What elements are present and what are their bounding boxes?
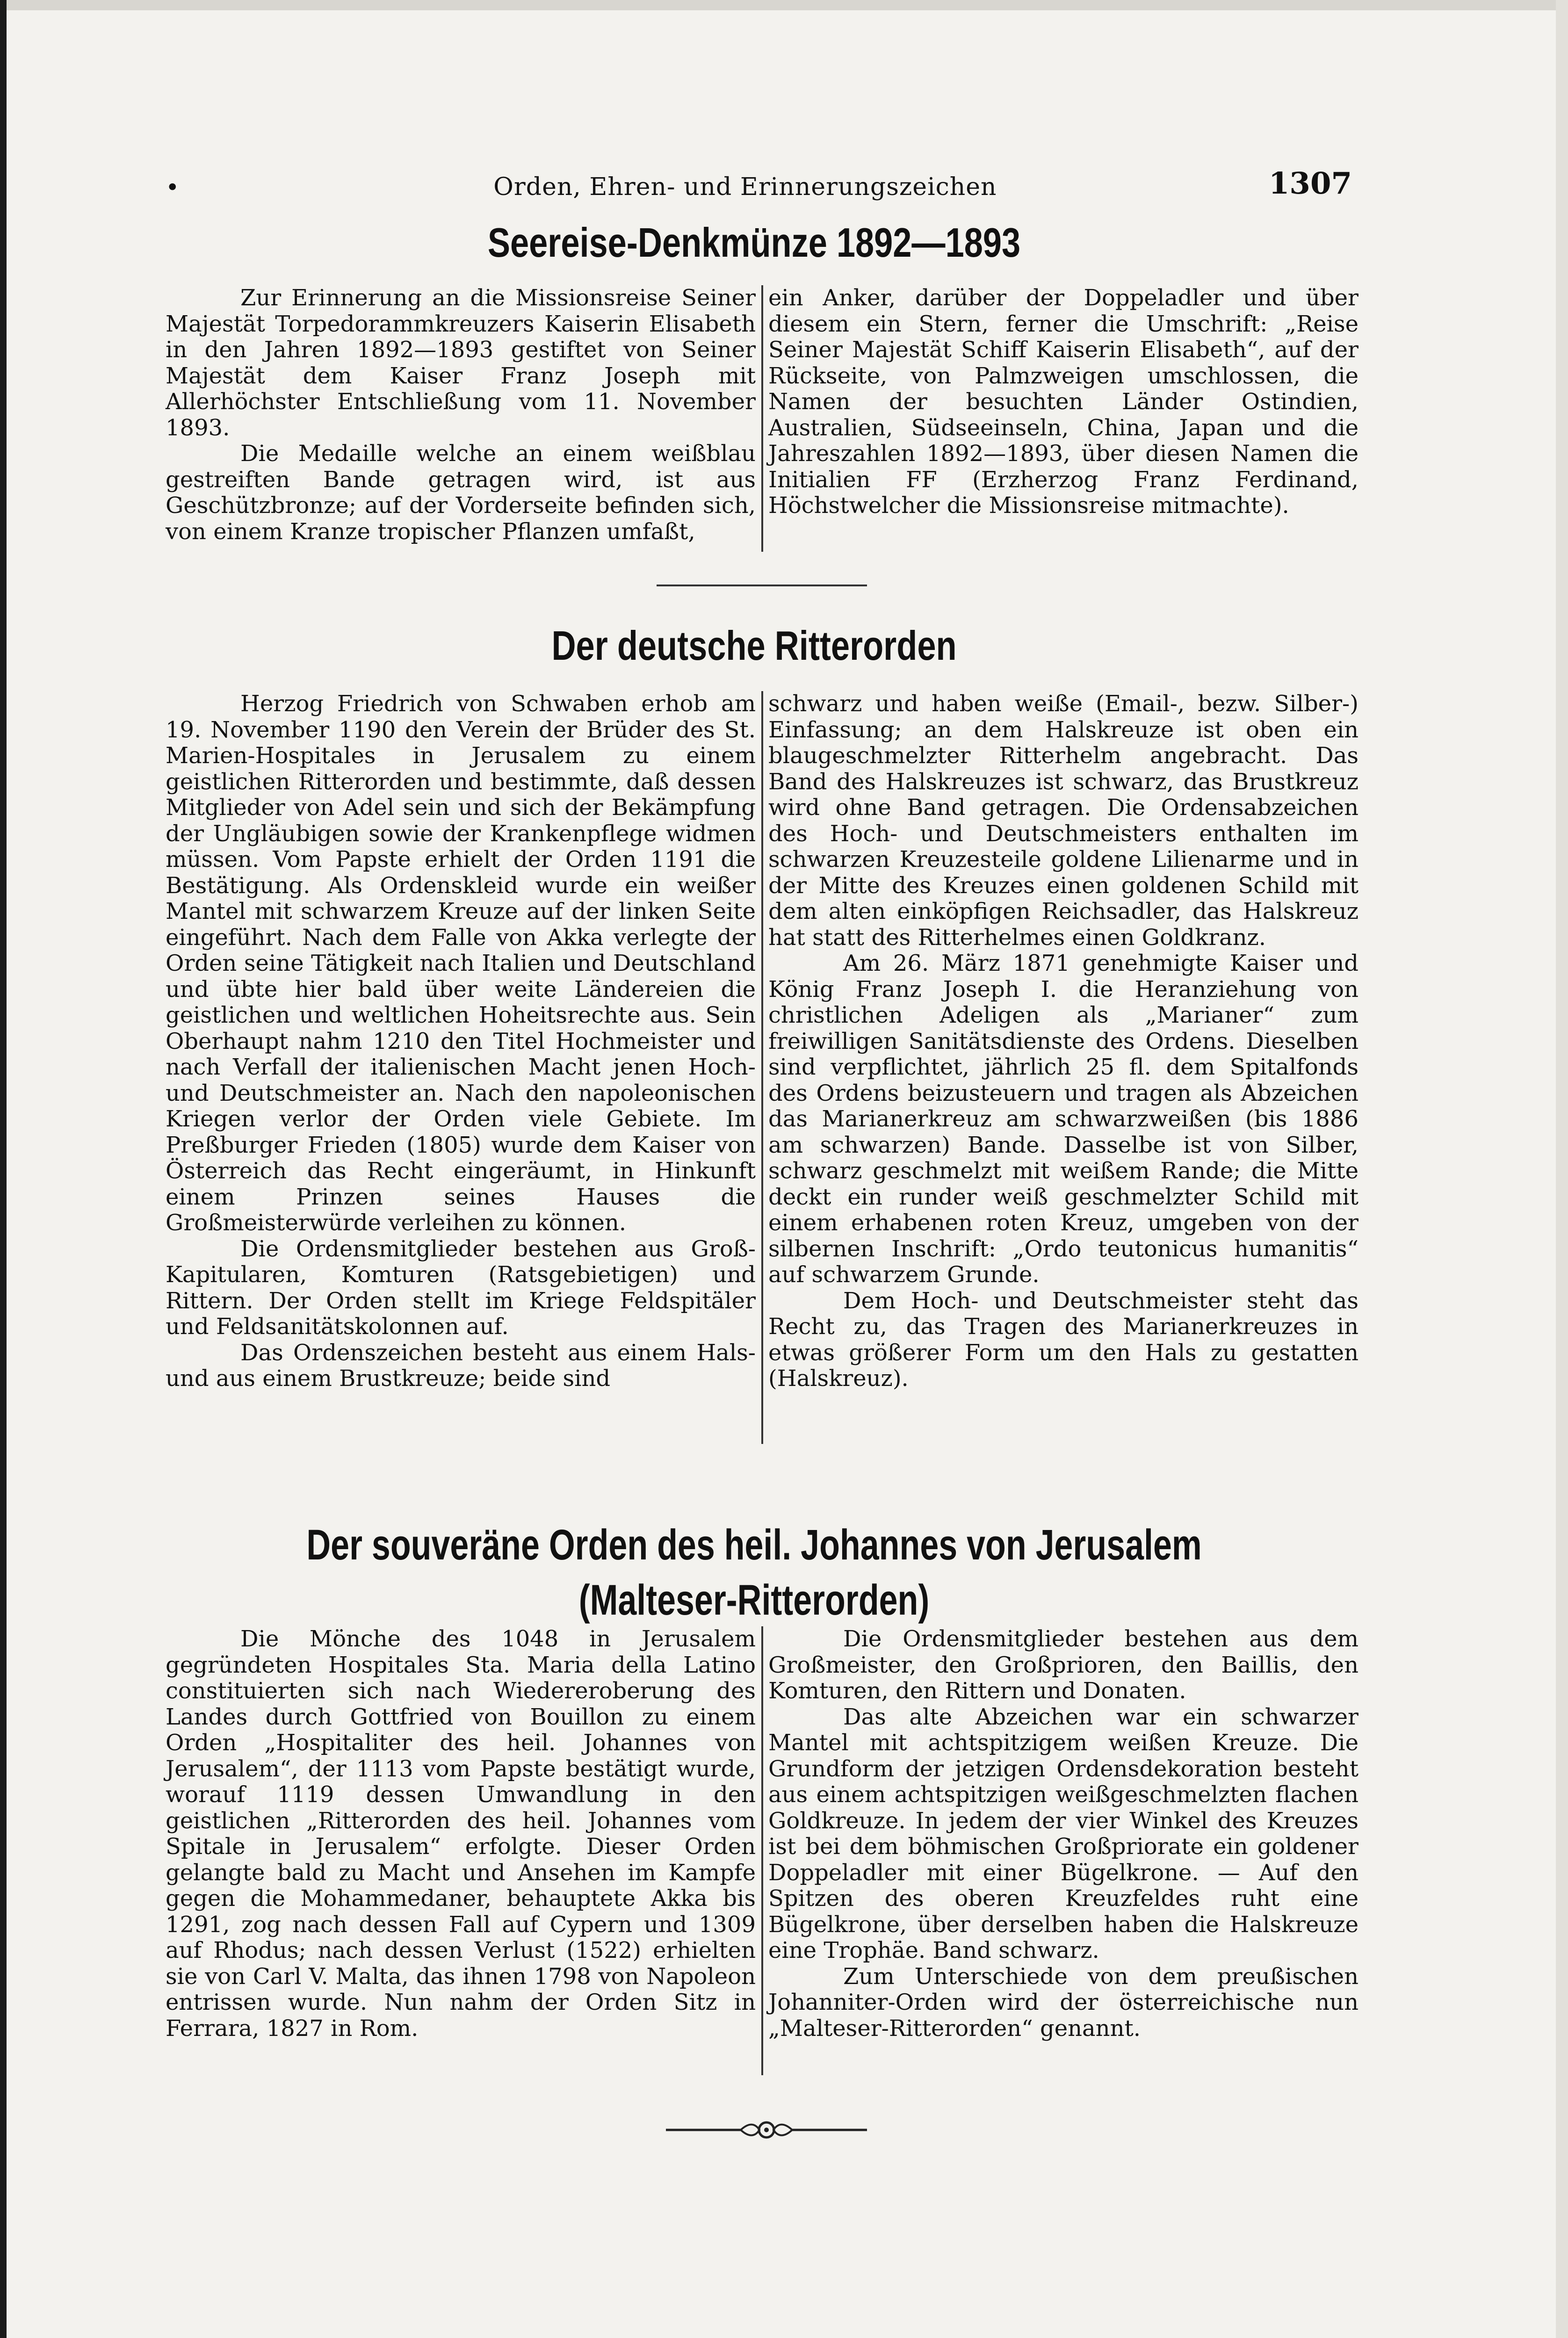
- left-column: [166, 285, 756, 552]
- paragraph: ein Anker, darüber der Doppeladler und über diesem ein Stern, ferner die Umschrift: „Reise Seiner Majestät Schiff Kaiserin Elisabeth“, auf der Rückseite, von Palmzweigen umschlossen, die Namen der besuchten Länder Ostindien, Australien, Südseeinseln, China, Japan und die Jahreszahlen 1892—1893, über diesen Namen die Initialien FF (Erzherzog Franz Ferdinand, Höchstwelcher die Missionsreise mitmachte).: [768, 285, 1358, 519]
- page-edge-top: [7, 0, 1568, 10]
- column-divider: [761, 691, 763, 1444]
- paragraph: Die Ordensmitglieder bestehen aus dem Großmeister, den Großprioren, den Baillis, den Komturen, den Rittern und Donaten.: [768, 1626, 1358, 1704]
- section-title-seereise: Seereise-Denkmünze 1892—1893: [487, 219, 1021, 266]
- paragraph: Herzog Friedrich von Schwaben erhob am 19. November 1190 den Verein der Brüder des St. Marien-Hospitales in Jerusalem zu einem geistlichen Ritterorden und bestimmte, daß dessen Mitglieder von Adel sein und sich der Bekämpfung der Ungläubigen sowie der Krankenpflege widmen müssen. Vom Papste erhielt der Orden 1191 die Bestätigung. Als Ordenskleid wurde ein weißer Mantel mit schwarzem Kreuze auf der linken Seite eingeführt. Nach dem Falle von Akka verlegte der Orden seine Tätigkeit nach Italien und Deutschland und übte hier bald über weite Ländereien die geistlichen und weltlichen Hoheitsrechte aus. Sein Oberhaupt nahm 1210 den Titel Hochmeister und nach Verfall der italienischen Macht jenen Hoch- und Deutschmeister an. Nach den napoleonischen Kriegen verlor der Orden viele Gebiete. Im Preßburger Frieden (1805) wurde dem Kaiser von Österreich das Recht eingeräumt, in Hinkunft einem Prinzen seines Hauses die Großmeisterwürde verleihen zu können.: [166, 691, 756, 1236]
- column-divider: [761, 285, 763, 552]
- section-body-seereise: [166, 285, 1358, 552]
- section-title-ritterorden: Der deutsche Ritterorden: [551, 622, 957, 669]
- header-mark: •: [166, 174, 180, 201]
- end-ornament-icon: [666, 2114, 867, 2146]
- right-column: [768, 1626, 1358, 2075]
- paragraph: Zur Erinnerung an die Missionsreise Seiner Majestät Torpedorammkreuzers Kaiserin Elisabeth in den Jahren 1892—1893 gestiftet von Seiner Majestät dem Kaiser Franz Joseph mit Allerhöchster Entschließung vom 11. November 1893.: [166, 285, 756, 441]
- paragraph: Zum Unterschiede von dem preußischen Johanniter-Orden wird der österreichische nun „Malteser-Ritterorden“ genannt.: [768, 1963, 1358, 2042]
- column-divider: [761, 1626, 763, 2075]
- right-column: [768, 691, 1358, 1444]
- section-separator: [657, 584, 867, 586]
- section-title-malteser: Der souveräne Orden des heil. Johannes von Jerusalem (Malteser-Ritterorden): [306, 1521, 1202, 1624]
- left-column: [166, 1626, 756, 2075]
- section-body-malteser: [166, 1626, 1358, 2075]
- left-column: [166, 691, 756, 1444]
- right-column: [768, 285, 1358, 552]
- paragraph: schwarz und haben weiße (Email-, bezw. Silber-) Einfassung; an dem Halskreuze ist oben ein blaugeschmelzter Ritterhelm angebracht. Das Band des Halskreuzes ist schwarz, das Brustkreuz wird ohne Band getragen. Die Ordensabzeichen des Hoch- und Deutschmeisters enthalten im schwarzen Kreuzesteile goldene Lilienarme und in der Mitte des Kreuzes einen goldenen Schild mit dem alten einköpfigen Reichsadler, das Halskreuz hat statt des Ritterhelmes einen Goldkranz.: [768, 691, 1358, 951]
- paragraph: Dem Hoch- und Deutschmeister steht das Recht zu, das Tragen des Marianerkreuzes in etwas größerer Form um den Hals zu gestatten (Halskreuz).: [768, 1287, 1358, 1392]
- section-body-ritterorden: [166, 691, 1358, 1444]
- paragraph: Die Medaille welche an einem weißblau gestreiften Bande getragen wird, ist aus Geschützbronze; auf der Vorderseite befinden sich, von einem Kranze tropischer Pflanzen umfaßt,: [166, 440, 756, 545]
- running-title: Orden, Ehren- und Erinnerungszeichen: [493, 173, 997, 201]
- page-edge-right: [1556, 0, 1568, 2338]
- paragraph: Die Ordensmitglieder bestehen aus Groß-Kapitularen, Komturen (Ratsgebietigen) und Rittern. Der Orden stellt im Kriege Feldspitäler und Feldsanitätskolonnen auf.: [166, 1235, 756, 1340]
- paragraph: Am 26. März 1871 genehmigte Kaiser und König Franz Joseph I. die Heranziehung von christlichen Adeligen als „Marianer“ zum freiwilligen Sanitätsdienste des Ordens. Dieselben sind verpflichtet, jährlich 25 fl. dem Spitalfonds des Ordens beizusteuern und tragen als Abzeichen das Marianerkreuz am schwarzweißen (bis 1886 am schwarzen) Bande. Dasselbe ist von Silber, schwarz geschmelzt mit weißem Rande; die Mitte deckt ein runder weiß geschmelzter Schild mit einem erhabenen roten Kreuz, umgeben von der silbernen Inschrift: „Ordo teutonicus humanitis“ auf schwarzem Grunde.: [768, 950, 1358, 1288]
- paragraph: Das Ordenszeichen besteht aus einem Hals- und aus einem Brustkreuze; beide sind: [166, 1339, 756, 1392]
- paragraph: Das alte Abzeichen war ein schwarzer Mantel mit achtspitzigem weißen Kreuze. Die Grundform der jetzigen Ordensdekoration besteht aus einem achtspitzigen weißgeschmelzten flachen Goldkreuze. In jedem der vier Winkel des Kreuzes ist bei dem böhmischen Großpriorate ein goldener Doppeladler mit einer Bügelkrone. — Auf den Spitzen des oberen Kreuzfeldes ruht eine Bügelkrone, über derselben haben die Halskreuze eine Trophäe. Band schwarz.: [768, 1703, 1358, 1963]
- page-number: 1307: [1268, 166, 1352, 201]
- paragraph: Die Mönche des 1048 in Jerusalem gegründeten Hospitales Sta. Maria della Latino constituierten sich nach Wiedereroberung des Landes durch Gottfried von Bouillon zu einem Orden „Hospitaliter des heil. Johannes von Jerusalem“, der 1113 vom Papste bestätigt wurde, worauf 1119 dessen Umwandlung in den geistlichen „Ritterorden des heil. Johannes vom Spitale in Jerusalem“ erfolgte. Dieser Orden gelangte bald zu Macht und Ansehen im Kampfe gegen die Mohammedaner, behauptete Akka bis 1291, zog nach dessen Fall auf Cypern und 1309 auf Rhodus; nach dessen Verlust (1522) erhielten sie von Carl V. Malta, das ihnen 1798 von Napoleon entrissen wurde. Nun nahm der Orden Sitz in Ferrara, 1827 in Rom.: [166, 1626, 756, 2042]
- running-header: [166, 159, 1352, 201]
